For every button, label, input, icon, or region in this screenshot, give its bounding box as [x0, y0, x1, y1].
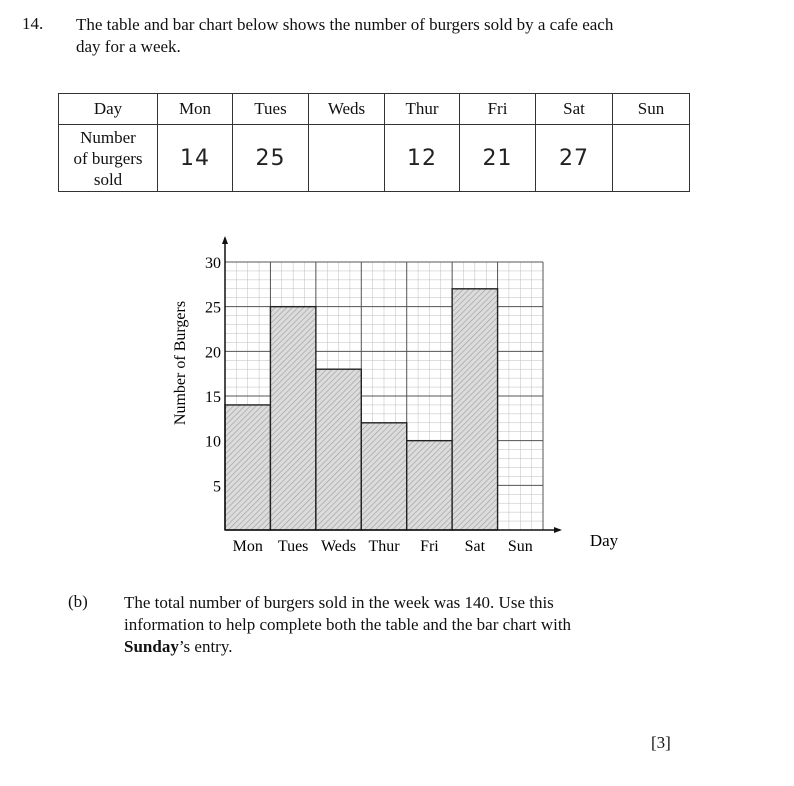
row-label-cell: [59, 125, 158, 192]
y-axis-arrow: [222, 236, 228, 244]
x-axis-arrow: [554, 527, 562, 533]
x-tick-label-thur: Thur: [368, 538, 400, 555]
bar-sat: [452, 289, 497, 530]
row-label-line: of burgers: [73, 148, 143, 168]
part-b-line-3-rest: ’s entry.: [178, 637, 233, 656]
x-tick-label-tues: Tues: [277, 538, 309, 555]
count-cell-thur: 12: [385, 125, 460, 192]
bar-mon: [225, 405, 270, 530]
part-b-line-3: [124, 636, 684, 658]
table-count-row: [59, 125, 690, 192]
count-cell-sun[interactable]: [613, 125, 690, 192]
y-axis-label: Number of Burgers: [172, 300, 189, 426]
count-cell-weds[interactable]: [309, 125, 385, 192]
question-intro: [76, 14, 696, 58]
header-label-cell: Day: [59, 94, 158, 125]
y-tick-label: 15: [205, 389, 221, 406]
y-tick-label: 30: [205, 255, 221, 272]
day-cell-tues: Tues: [233, 94, 309, 125]
x-tick-label-mon: Mon: [232, 538, 263, 555]
y-tick-labels: [205, 255, 221, 495]
bar-tues: [270, 307, 315, 530]
intro-line-1: The table and bar chart below shows the number of burgers sold by a cafe each: [76, 15, 614, 34]
count-cell-fri: 21: [460, 125, 536, 192]
x-tick-label-fri: Fri: [420, 538, 439, 555]
marks-badge: [3]: [651, 733, 671, 752]
y-tick-label: 5: [213, 478, 221, 496]
day-cell-fri: Fri: [460, 94, 536, 125]
intro-line-2: day for a week.: [76, 37, 181, 56]
sunday-bold: Sunday: [124, 637, 179, 656]
count-cell-tues: 25: [233, 125, 309, 192]
x-tick-label-sat: Sat: [464, 538, 486, 555]
day-cell-weds: Weds: [309, 94, 385, 125]
bar-fri: [407, 441, 452, 530]
x-tick-label-weds: Weds: [320, 538, 357, 555]
count-cell-mon: 14: [158, 125, 233, 192]
day-cell-sat: Sat: [536, 94, 613, 125]
x-axis-label: Day: [589, 531, 619, 550]
table-header-row: [59, 94, 690, 125]
part-b-label: (b): [68, 592, 88, 611]
day-cell-mon: Mon: [158, 94, 233, 125]
day-cell-sun: Sun: [613, 94, 690, 125]
x-tick-label-sun: Sun: [507, 538, 533, 555]
part-b-question: [124, 592, 684, 658]
row-label-line: sold: [93, 169, 123, 189]
count-cell-sat: 27: [536, 125, 613, 192]
burgers-bar-chart: [160, 230, 640, 570]
bar-weds: [316, 369, 361, 530]
y-tick-label: 20: [205, 344, 221, 362]
y-tick-label: 10: [205, 433, 221, 451]
y-tick-label: 25: [205, 299, 221, 317]
row-label-line: Number: [80, 127, 136, 147]
question-number: 14.: [22, 14, 44, 33]
bar-thur: [361, 423, 406, 530]
part-b-line-1: The total number of burgers sold in the week was 140. Use this: [124, 593, 554, 612]
x-tick-labels: [233, 538, 533, 555]
day-cell-thur: Thur: [385, 94, 460, 125]
part-b-line-2: information to help complete both the table and the bar chart with: [124, 615, 572, 634]
burgers-table: [58, 93, 690, 192]
